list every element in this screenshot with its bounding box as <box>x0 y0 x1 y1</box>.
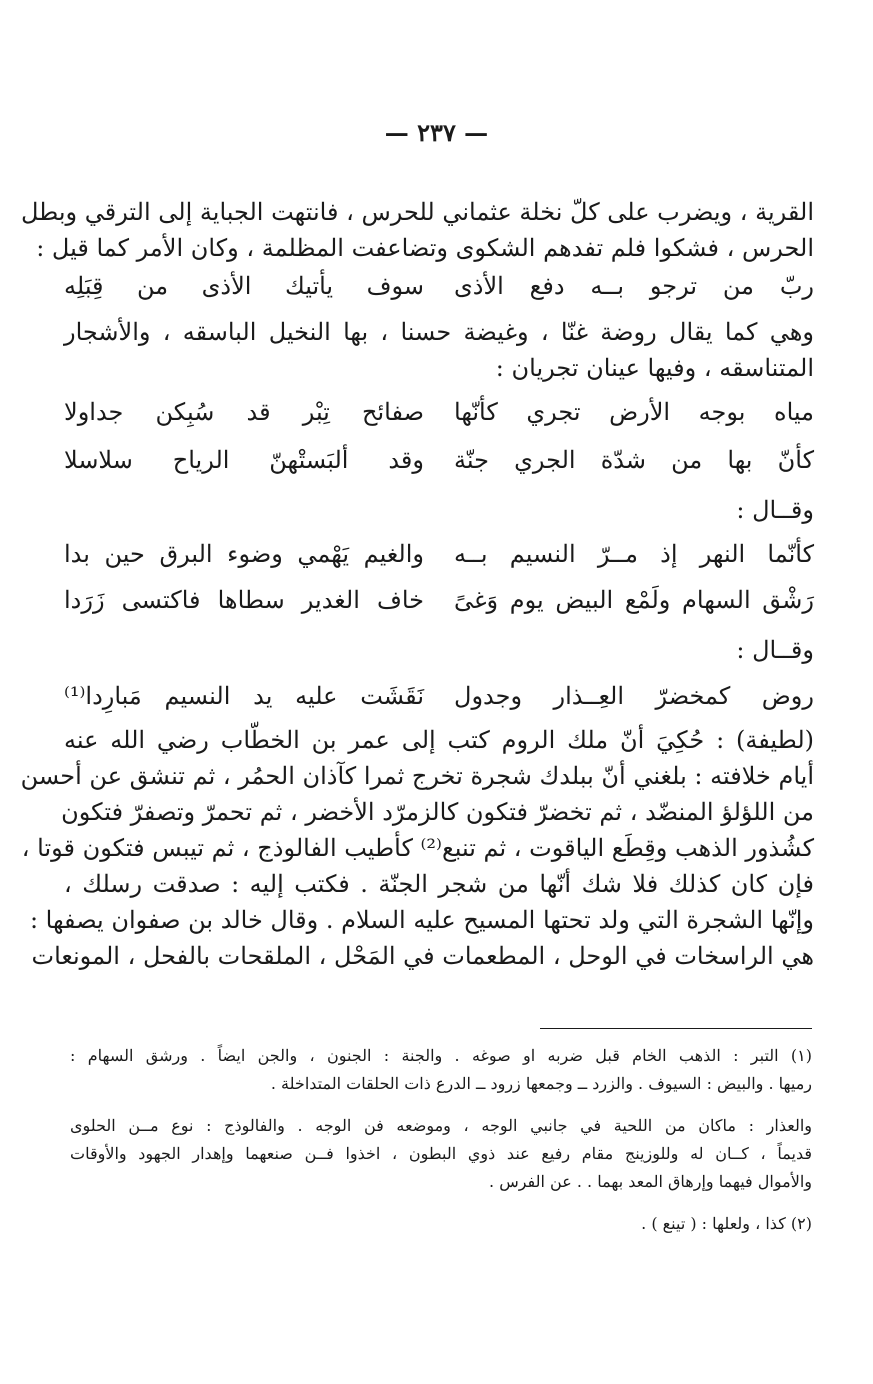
footnote-separator <box>540 1028 812 1029</box>
verse-first-hemistich: رَشْق السهام ولَمْع البيض يوم وَغىً <box>454 586 814 614</box>
text-line: الحرس ، فشكوا فلم تفدهم الشكوى وتضاعفت المظلمة ، وكان الأمر كما قيل : <box>36 234 814 262</box>
page-number: — ٢٣٧ — <box>384 118 489 147</box>
verse-intro: وقــال : <box>736 496 814 524</box>
verse-first-hemistich: مياه بوجه الأرض تجري كأنّها <box>454 398 814 426</box>
verse-second-hemistich: صفائح تِبْر قد سُبِكن جداولا <box>64 398 424 426</box>
text-line: وهي كما يقال روضة غنّا ، وغيضة حسنا ، بها النخيل الباسقه ، والأشجار <box>64 318 814 346</box>
verse-first-hemistich: كأنّ بها من شدّة الجري جنّة <box>454 446 814 474</box>
verse-first-hemistich: كأنّما النهر إذ مــرّ النسيم بــه <box>454 540 814 568</box>
verse-intro: وقــال : <box>736 636 814 664</box>
text-line: من اللؤلؤ المنضّد ، ثم تخضرّ فتكون كالزمرّد الأخضر ، ثم تحمرّ وتصفرّ فتكون <box>61 798 814 826</box>
verse-second-hemistich: خاف الغدير سطاها فاكتسى زَرَدا <box>64 586 424 614</box>
footnote-line: (١) التبر : الذهب الخام قبل ضربه او صوغه . والجنة : الجنون ، والجن ايضاً . ورشق السهام : <box>70 1046 812 1065</box>
text-line: هي الراسخات في الوحل ، المطعمات في المَحْل ، الملقحات بالفحل ، المونعات <box>31 942 814 970</box>
footnote-line: قديماً ، كــان له وللوزينج مقام رفيع عند ذوي البطون ، اخذوا فــن صنعهما وإهدار الجهود والأوقات <box>70 1144 812 1163</box>
verse-second-hemistich: والغيم يَهْمي وضوء البرق حين بدا <box>64 540 424 568</box>
verse-second-hemistich: وقد ألبَستْهنّ الرياح سلاسلا <box>64 446 424 474</box>
footnote-line: (٢) كذا ، ولعلها : ( تينع ) . <box>641 1214 812 1233</box>
footnote-line: والأموال فيهما وإرهاق المعد بهما . . عن الفرس . <box>489 1172 812 1191</box>
verse-second-hemistich: نَقَشَت عليه يد النسيم مَبارِدا⁽¹⁾ <box>64 682 424 710</box>
verse-second-hemistich: سوف يأتيك الأذى من قِبَلِه <box>64 272 424 300</box>
text-line: القرية ، ويضرب على كلّ نخلة عثماني للحرس ، فانتهت الجباية إلى الترقي وبطل <box>20 198 814 226</box>
text-line: (لطيفة) : حُكِيَ أنّ ملك الروم كتب إلى عمر بن الخطّاب رضي الله عنه <box>64 726 814 754</box>
footnote-line: رميها . والبيض : السيوف . والزرد ــ وجمعها زرود ــ الدرع ذات الحلقات المتداخلة . <box>270 1074 812 1093</box>
footnote-line: والعذار : ماكان من اللحية في جانبي الوجه ، وموضعه فن الوجه . والفالوذج : نوع مــن الحلوى <box>70 1116 812 1135</box>
text-line: فإن كان كذلك فلا شك أنّها من شجر الجنّة . فكتب إليه : صدقت رسلك ، <box>64 870 814 898</box>
text-line: كشُذور الذهب وقِطَع الياقوت ، ثم تنبع⁽²⁾ كأطيب الفالوذج ، ثم تيبس فتكون قوتا ، <box>21 834 814 862</box>
text-line: المتناسقه ، وفيها عينان تجريان : <box>495 354 814 382</box>
verse-first-hemistich: روض كمخضرّ العِــذار وجدول <box>454 682 814 710</box>
text-line: أيام خلافته : بلغني أنّ ببلدك شجرة تخرج ثمرا كآذان الحمُر ، ثم تنشق عن أحسن <box>20 762 814 790</box>
text-line: وإنّها الشجرة التي ولد تحتها المسيح عليه السلام . وقال خالد بن صفوان يصفها : <box>29 906 814 934</box>
verse-first-hemistich: ربّ من ترجو بــه دفع الأذى <box>454 272 814 300</box>
